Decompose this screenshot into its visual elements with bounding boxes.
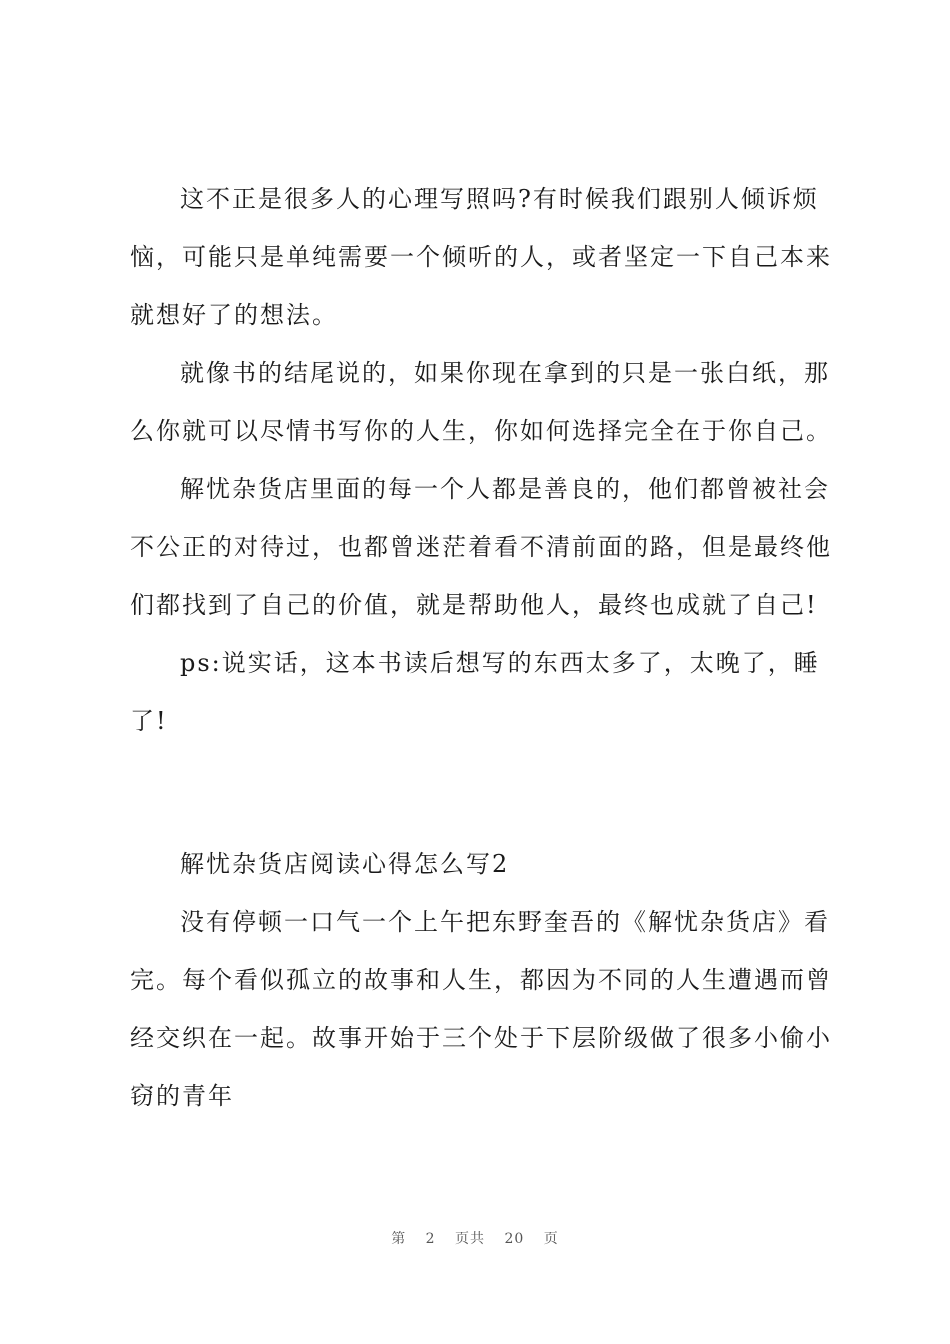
footer-suffix: 页: [543, 1231, 559, 1247]
paragraph: 解忧杂货店里面的每一个人都是善良的，他们都曾被社会不公正的对待过，也都曾迷茫着看不清前面的路，但是最终他们都找到了自己的价值，就是帮助他人，最终也成就了自己!: [130, 475, 832, 619]
page-footer: [0, 1228, 950, 1248]
paragraph: 没有停顿一口气一个上午把东野奎吾的《解忧杂货店》看完。每个看似孤立的故事和人生，都因为不同的人生遭遇而曾经交织在一起。故事开始于三个处于下层阶级做了很多小偷小窃的青年: [130, 908, 832, 1110]
paragraph: 就像书的结尾说的，如果你现在拿到的只是一张白纸，那么你就可以尽情书写你的人生，你如何选择完全在于你自己。: [130, 359, 832, 445]
document-body: [130, 170, 850, 1125]
footer-page-number: 2: [425, 1231, 436, 1247]
footer-middle: 页共: [455, 1231, 486, 1247]
section-heading: 解忧杂货店阅读心得怎么写2: [180, 850, 510, 878]
footer-prefix: 第: [391, 1231, 407, 1247]
paragraph: 这不正是很多人的心理写照吗?有时候我们跟别人倾诉烦恼，可能只是单纯需要一个倾听的人，或者坚定一下自己本来就想好了的想法。: [130, 185, 832, 329]
footer-total-pages: 20: [504, 1231, 525, 1247]
paragraph: ps:说实话，这本书读后想写的东西太多了，太晚了，睡了!: [130, 649, 820, 735]
